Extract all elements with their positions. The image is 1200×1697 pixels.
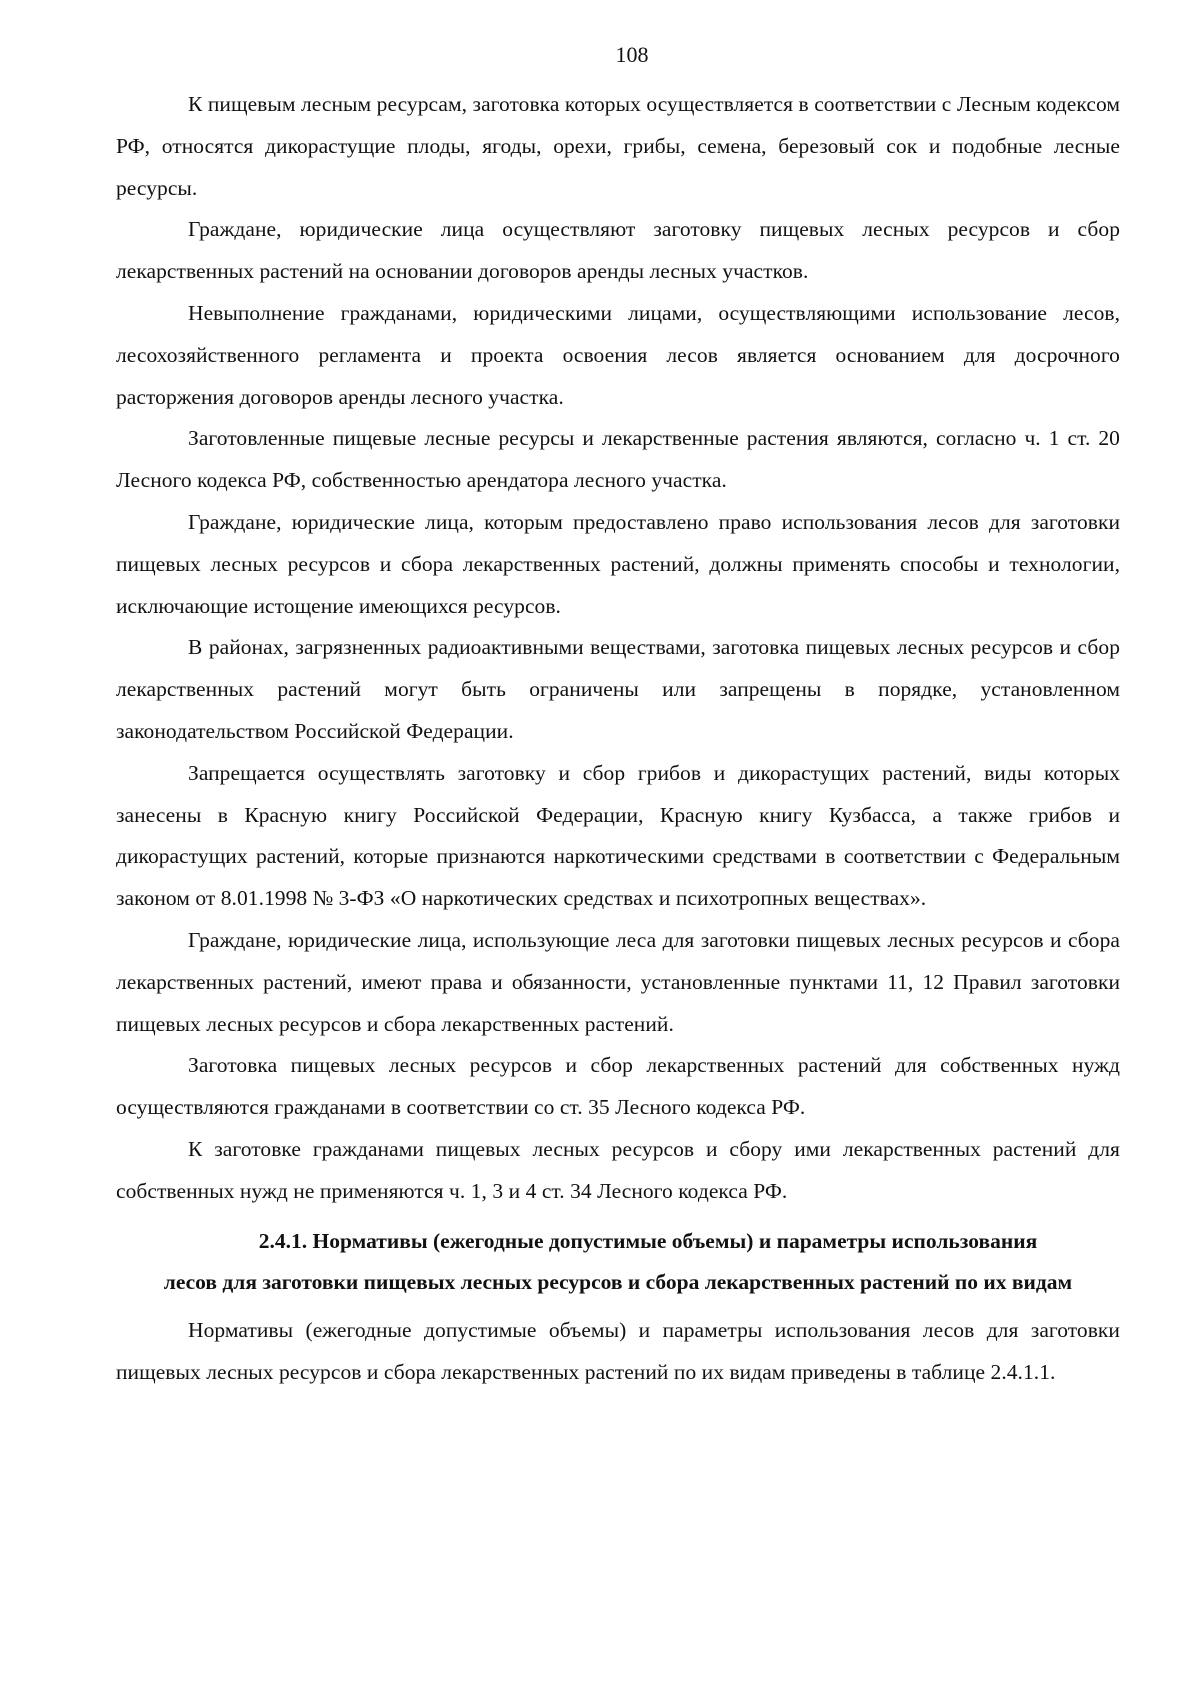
section-heading <box>116 1221 1120 1305</box>
page-number: 108 <box>615 42 649 67</box>
paragraph-not-applied: К заготовке гражданами пищевых лесных ресурсов и сбору ими лекарственных растений для собственных нужд не применяются ч. 1, 3 и 4 ст. 34 Лесного кодекса РФ. <box>116 1136 1120 1203</box>
section-heading-line1: 2.4.1. Нормативы (ежегодные допустимые объемы) и параметры использования <box>258 1228 1038 1253</box>
section-heading-rest: лесов для заготовки пищевых лесных ресурсов и сбора лекарственных растений по их видам <box>163 1270 1073 1295</box>
paragraph-termination-grounds: Невыполнение гражданами, юридическими лицами, осуществляющими использование лесов, лесохозяйственного регламента и проекта освоения лесов является основанием для досрочного расторжения договоров аренды лесного участка. <box>116 300 1120 409</box>
paragraph-radioactive-areas: В районах, загрязненных радиоактивными веществами, заготовка пищевых лесных ресурсов и сбор лекарственных растений могут быть ограничены или запрещены в порядке, установленном законодательством Российской Федерации. <box>116 635 1120 743</box>
paragraph-prohibitions: Запрещается осуществлять заготовку и сбор грибов и дикорастущих растений, виды которых занесены в Красную книгу Российской Федерации, Красную книгу Кузбасса, а также грибов и дикорастущих растений, которые признаются наркотическими средствами в соответствии с Федеральным законом от 8.01.1998 № 3-ФЗ «О наркотических средствах и психотропных веществах». <box>116 760 1120 911</box>
paragraph-technologies: Граждане, юридические лица, которым предоставлено право использования лесов для заготовки пищевых лесных ресурсов и сбора лекарственных растений, должны применять способы и технологии, исключающие истощение имеющихся ресурсов. <box>116 509 1120 618</box>
paragraph-rights-obligations: Граждане, юридические лица, использующие леса для заготовки пищевых лесных ресурсов и сбора лекарственных растений, имеют права и обязанности, установленные пунктами 11, 12 Правил заготовки пищевых лесных ресурсов и сбора лекарственных растений. <box>116 927 1120 1036</box>
paragraph-harvesting-basis: Граждане, юридические лица осуществляют заготовку пищевых лесных ресурсов и сбор лекарственных растений на основании договоров аренды лесных участков. <box>116 217 1120 284</box>
paragraph-section-intro: Нормативы (ежегодные допустимые объемы) и параметры использования лесов для заготовки пищевых лесных ресурсов и сбора лекарственных растений по их видам приведены в таблице 2.4.1.1. <box>116 1318 1120 1384</box>
paragraph-food-resources-definition: К пищевым лесным ресурсам, заготовка которых осуществляется в соответствии с Лесным кодексом РФ, относятся дикорастущие плоды, ягоды, орехи, грибы, семена, березовый сок и подобные лесные ресурсы. <box>116 92 1120 200</box>
paragraph-own-needs: Заготовка пищевых лесных ресурсов и сбор лекарственных растений для собственных нужд осуществляются гражданами в соответствии со ст. 35 Лесного кодекса РФ. <box>116 1053 1120 1120</box>
paragraph-ownership: Заготовленные пищевые лесные ресурсы и лекарственные растения являются, согласно ч. 1 ст. 20 Лесного кодекса РФ, собственностью арендатора лесного участка. <box>116 426 1120 493</box>
